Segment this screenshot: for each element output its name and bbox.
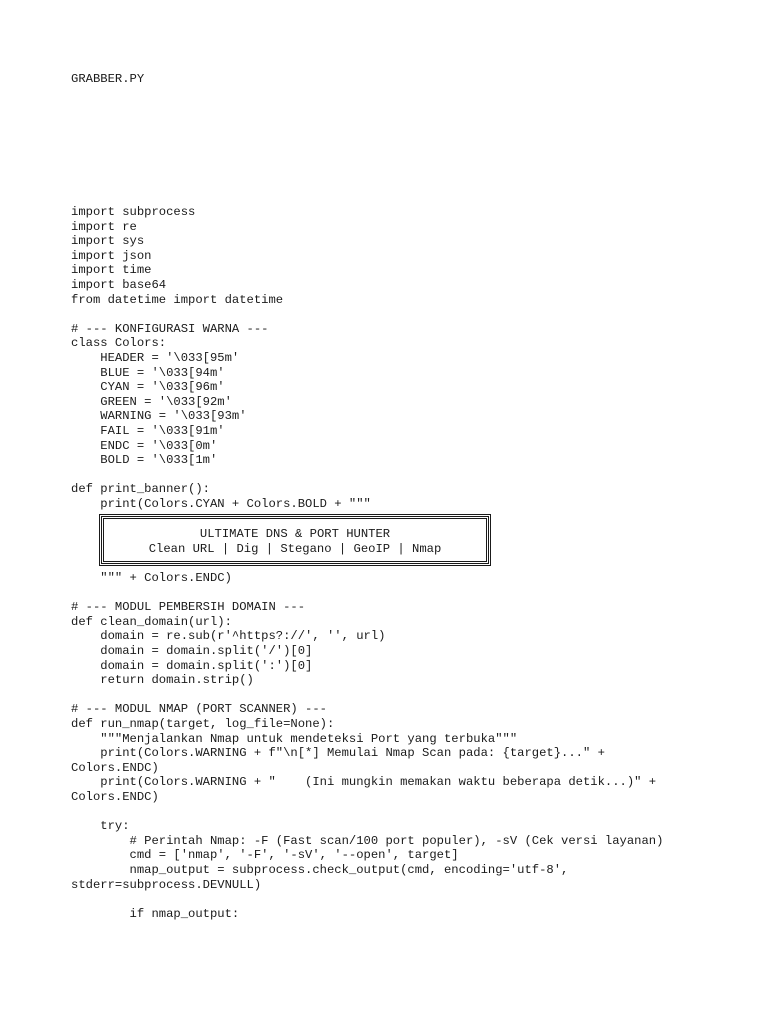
code-line: """ + Colors.ENDC) — [71, 571, 232, 585]
code-line: cmd = ['nmap', '-F', '-sV', '--open', target] — [71, 848, 459, 863]
code-line: WARNING = '\033[93m' — [71, 409, 247, 424]
code-line: nmap_output = subprocess.check_output(cmd, encoding='utf-8', — [71, 863, 569, 877]
code-line: def run_nmap(target, log_file=None): — [71, 717, 335, 731]
code-line: Colors.ENDC) — [71, 760, 159, 775]
code-line: print(Colors.WARNING + f"\n[*] Memulai Nmap Scan pada: {target}..." + — [71, 746, 605, 761]
banner-title: ULTIMATE DNS & PORT HUNTER — [199, 527, 391, 541]
code-line: print(Colors.CYAN + Colors.BOLD + """ — [71, 497, 371, 511]
code-line: import json — [71, 248, 152, 263]
code-line: def clean_domain(url): — [71, 614, 232, 629]
code-line: def print_banner(): — [71, 482, 210, 497]
code-line: CYAN = '\033[96m' — [71, 380, 225, 395]
code-line: import re — [71, 219, 137, 234]
code-line: domain = domain.split(':')[0] — [71, 658, 313, 673]
code-line: import time — [71, 263, 152, 278]
code-line: import subprocess — [71, 205, 196, 219]
code-line: FAIL = '\033[91m' — [71, 424, 225, 438]
code-line: import sys — [71, 234, 145, 249]
banner-subtitle: Clean URL | Dig | Stegano | GeoIP | Nmap — [148, 542, 442, 556]
code-line: stderr=subprocess.DEVNULL) — [71, 877, 262, 892]
code-line: # --- KONFIGURASI WARNA --- — [71, 321, 269, 336]
code-line: ENDC = '\033[0m' — [71, 438, 218, 453]
code-line: # Perintah Nmap: -F (Fast scan/100 port populer), -sV (Cek versi layanan) — [71, 833, 664, 848]
code-line: try: — [71, 819, 130, 834]
code-line: GREEN = '\033[92m' — [71, 394, 232, 409]
code-line: return domain.strip() — [71, 673, 254, 688]
code-line: HEADER = '\033[95m' — [71, 351, 240, 365]
code-line: import base64 — [71, 278, 167, 292]
code-line: domain = re.sub(r'^https?://', '', url) — [71, 629, 386, 644]
document-title: GRABBER.PY — [71, 72, 145, 86]
code-line: # --- MODUL PEMBERSIH DOMAIN --- — [71, 600, 306, 615]
code-line: class Colors: — [71, 336, 167, 351]
code-line: # --- MODUL NMAP (PORT SCANNER) --- — [71, 702, 327, 717]
code-line: """Menjalankan Nmap untuk mendeteksi Port yang terbuka""" — [71, 731, 518, 746]
code-line: BOLD = '\033[1m' — [71, 453, 218, 468]
code-line: BLUE = '\033[94m' — [71, 365, 225, 380]
code-line: domain = domain.split('/')[0] — [71, 644, 313, 658]
code-line: Colors.ENDC) — [71, 790, 159, 804]
code-line: if nmap_output: — [71, 906, 240, 921]
code-line: print(Colors.WARNING + " (Ini mungkin memakan waktu beberapa detik...)" + — [71, 775, 657, 790]
code-line: from datetime import datetime — [71, 292, 284, 307]
